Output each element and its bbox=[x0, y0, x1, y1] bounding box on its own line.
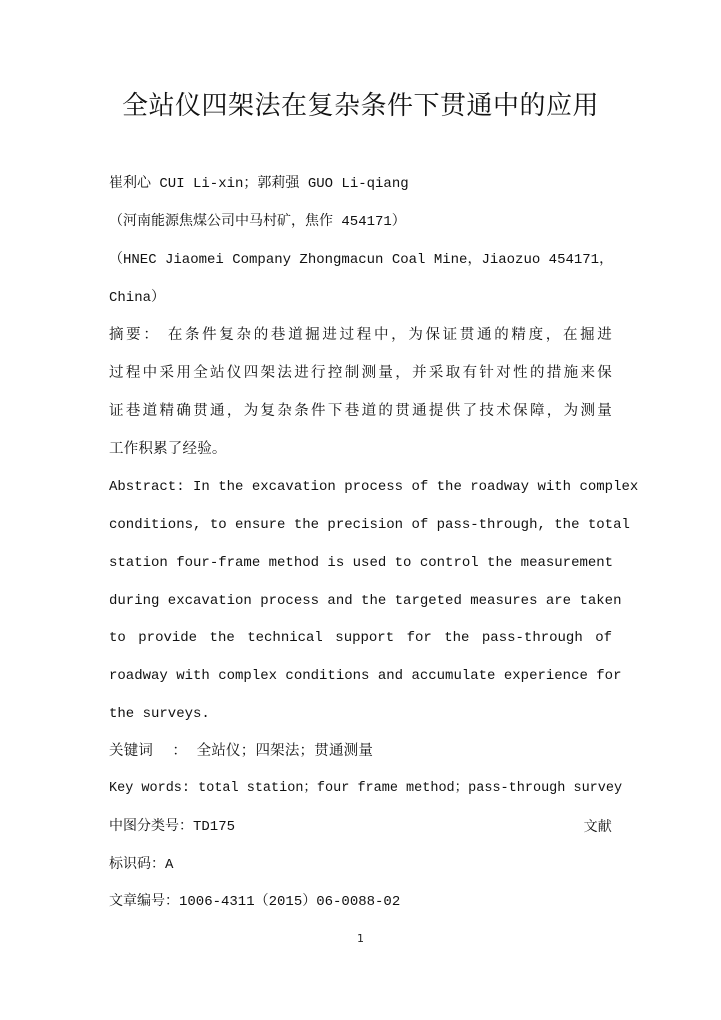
doc-code-label-part-2: 标识码：A bbox=[109, 857, 174, 873]
abstract-cn-line: 证巷道精确贯通，为复杂条件下巷道的贯通提供了技术保障，为测量 bbox=[109, 403, 612, 419]
doc-code-label-part-1: 文献 bbox=[583, 819, 612, 835]
paper-title: 全站仪四架法在复杂条件下贯通中的应用 bbox=[121, 91, 599, 121]
affiliation-cn: （河南能源焦煤公司中马村矿，焦作 454171） bbox=[109, 214, 406, 230]
clc-number-row bbox=[109, 817, 612, 837]
clc-number: 中图分类号：TD175 bbox=[109, 819, 236, 835]
abstract-cn-line: 过程中采用全站仪四架法进行控制测量，并采取有针对性的措施来保 bbox=[109, 365, 612, 381]
abstract-en-line: conditions, to ensure the precision of pass-through, the total bbox=[109, 517, 630, 533]
abstract-cn-line: 工作积累了经验。 bbox=[109, 441, 227, 457]
abstract-en-line: to provide the technical support for the pass-through of bbox=[109, 630, 612, 646]
affiliation-en-line-2: China） bbox=[109, 290, 166, 306]
abstract-en-line: the surveys. bbox=[109, 706, 210, 722]
abstract-en-line: roadway with complex conditions and accumulate experience for bbox=[109, 668, 622, 684]
keywords-cn: 关键词 ： 全站仪；四架法；贯通测量 bbox=[109, 743, 374, 759]
page-number: 1 bbox=[357, 932, 364, 945]
abstract-cn-line: 摘要： 在条件复杂的巷道掘进过程中，为保证贯通的精度，在掘进 bbox=[109, 327, 612, 343]
keywords-en: Key words: total station；four frame method；pass-through survey bbox=[109, 781, 623, 796]
abstract-en-line: during excavation process and the targeted measures are taken bbox=[109, 593, 622, 609]
authors: 崔利心 CUI Li-xin；郭莉强 GUO Li-qiang bbox=[109, 176, 409, 192]
abstract-en-line: station four-frame method is used to control the measurement bbox=[109, 555, 614, 571]
affiliation-en-line-1: （HNEC Jiaomei Company Zhongmacun Coal Mine，Jiaozuo 454171， bbox=[109, 252, 614, 268]
abstract-en-line: Abstract: In the excavation process of the roadway with complex bbox=[109, 479, 639, 495]
article-number: 文章编号：1006-4311（2015）06-0088-02 bbox=[109, 894, 401, 910]
